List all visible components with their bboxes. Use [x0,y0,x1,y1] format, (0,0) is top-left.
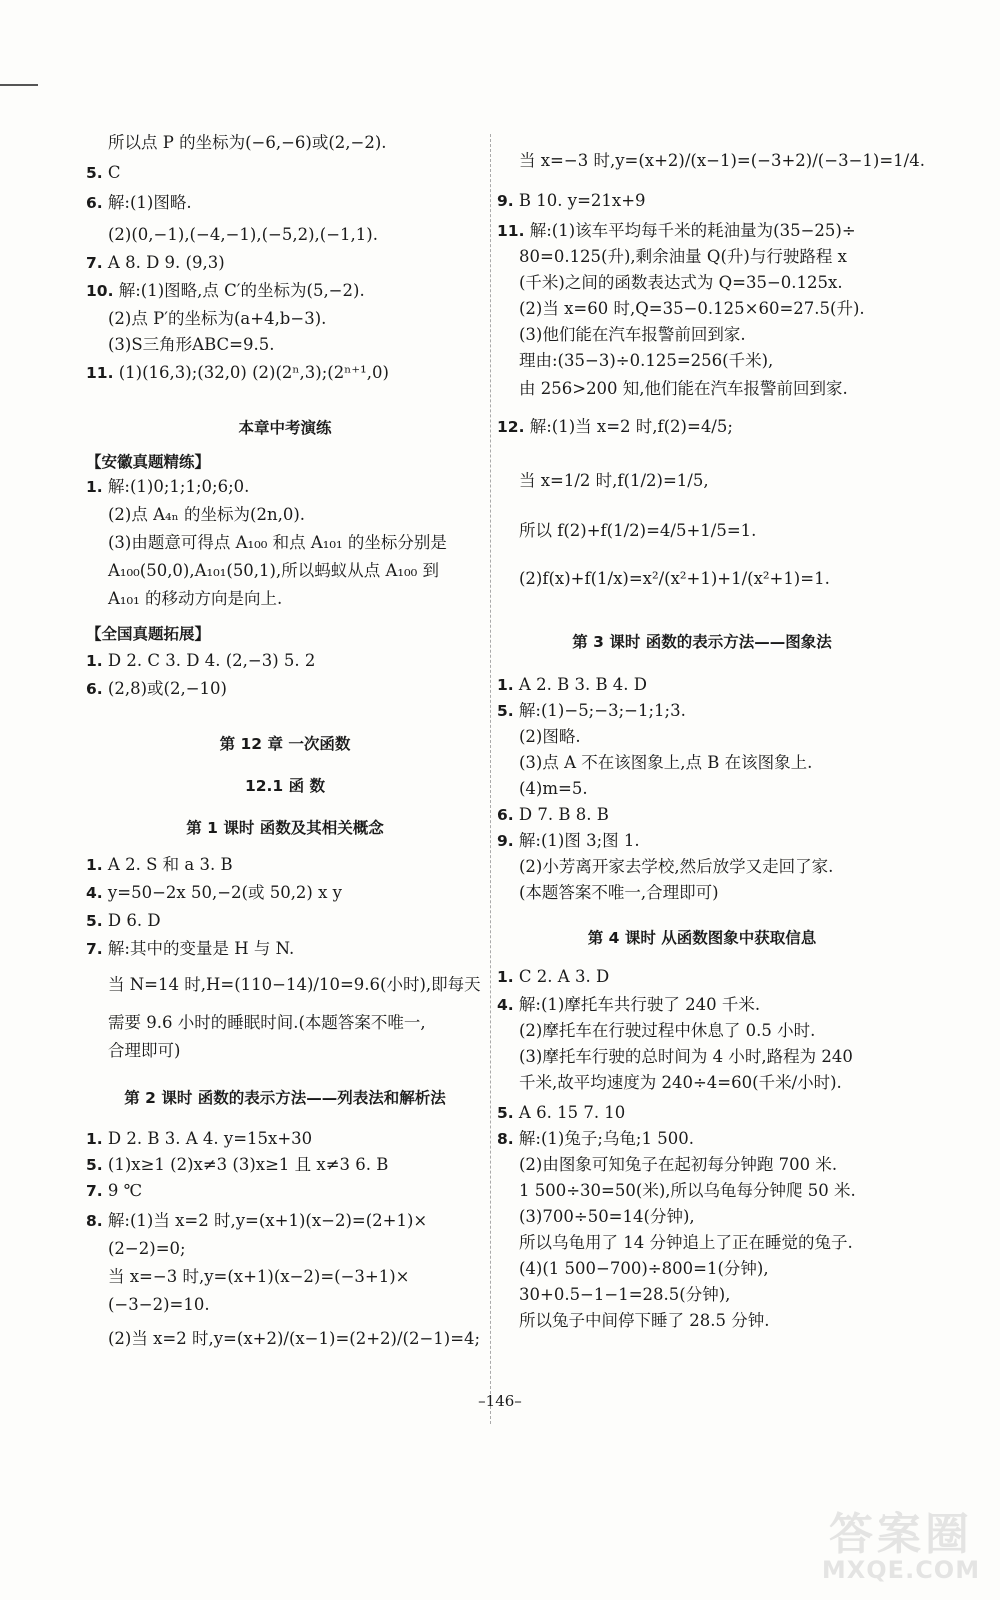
item-number: 5. [497,702,514,720]
section-heading: 第 1 课时 函数及其相关概念 [186,819,384,837]
item-text: (2)当 x=2 时,y=(x+2)/(x−1)=(2+2)/(2−1)=4; [108,1329,481,1348]
column-divider [490,134,491,1424]
item-text: 解:(1)当 x=2 时,f(2)=4/5; [524,417,733,436]
item-number: 1. [86,1130,103,1148]
answer-line [519,882,719,904]
item-text: 当 x=1/2 时,f(1/2)=1/5, [519,471,709,490]
item-text: A 2. S 和 a 3. B [102,855,233,874]
item-number: 4. [497,996,514,1014]
answer-line [519,856,833,878]
page-number: –146– [478,1392,522,1410]
answer-item [86,362,389,384]
item-text: (2)(0,−1),(−4,−1),(−5,2),(−1,1). [108,225,378,244]
item-number: 6. [86,194,103,212]
item-text: 9 ℃ [102,1181,143,1200]
watermark-logo [812,1498,990,1594]
item-text: (2−2)=0; [108,1239,186,1258]
answer-line [519,726,581,748]
item-text: (千米)之间的函数表达式为 Q=35−0.125x. [519,273,843,292]
section-subheading: 【全国真题拓展】 [86,625,211,643]
item-number: 1. [86,478,103,496]
item-text: 80=0.125(升),剩余油量 Q(升)与行驶路程 x [519,247,847,266]
item-number: 11. [86,364,114,382]
answer-item [497,1128,694,1150]
item-text: 解:(1)该车平均每千米的耗油量为(35−25)÷ [524,221,856,240]
answer-item [86,1128,312,1150]
item-text: 解:(1)摩托车共行驶了 240 千米. [513,995,761,1014]
watermark-text: 答案圈 [829,1509,973,1560]
item-text: 所以乌龟用了 14 分钟追上了正在睡觉的兔子. [519,1233,853,1252]
item-text: 所以兔子中间停下睡了 28.5 分钟. [519,1311,770,1330]
item-text: (2)小芳离开家去学校,然后放学又走回了家. [519,857,834,876]
item-text: 当 N=14 时,H=(110−14)/10=9.6(小时),即每天 [108,975,481,994]
answer-item [497,674,647,696]
item-text: (3)点 A 不在该图象上,点 B 在该图象上. [519,753,813,772]
answer-line [519,150,925,172]
answer-line [519,1232,853,1254]
item-number: 9. [497,832,514,850]
item-number: 8. [497,1130,514,1148]
item-text: (2,8)或(2,−10) [102,679,227,698]
item-number: 5. [497,1104,514,1122]
answer-line [519,1154,837,1176]
item-text: 当 x=−3 时,y=(x+2)/(x−1)=(−3+2)/(−3−1)=1/4. [519,151,925,170]
answer-item [497,416,733,438]
item-number: 9. [497,192,514,210]
answer-line [519,246,847,268]
answer-line [519,324,746,346]
section-heading: 第 3 课时 函数的表示方法——图象法 [572,633,832,651]
item-text: 需要 9.6 小时的睡眠时间.(本题答案不唯一, [108,1013,426,1032]
answer-item [86,1210,427,1232]
answer-line [519,350,773,372]
item-number: 6. [497,806,514,824]
item-text: D 2. B 3. A 4. y=15x+30 [102,1129,313,1148]
item-number: 7. [86,940,103,958]
item-text: (4)m=5. [519,779,588,798]
answer-line [108,974,481,996]
answer-item [497,190,646,212]
answer-line [519,1072,842,1094]
answer-item [497,804,609,826]
item-text: (2)点 P′的坐标为(a+4,b−3). [108,309,327,328]
item-number: 1. [86,856,103,874]
watermark-url: MXQE.COM [821,1556,981,1584]
item-text: A 2. B 3. B 4. D [513,675,648,694]
item-text: 由 256>200 知,他们能在汽车报警前回到家. [519,379,848,398]
item-text: 解:(1)−5;−3;−1;1;3. [513,701,686,720]
item-number: 12. [497,418,525,436]
section-heading: 本章中考演练 [238,419,332,437]
item-number: 1. [497,676,514,694]
item-text: D 7. B 8. B [513,805,609,824]
section-heading: 12.1 函 数 [244,777,326,795]
item-text: 解:(1)图略,点 C′的坐标为(5,−2). [113,281,365,300]
answer-line [519,568,830,590]
answer-item [497,1102,625,1124]
item-text: C 2. A 3. D [513,967,610,986]
answer-line [519,1206,695,1228]
answer-item [497,830,640,852]
answer-line [519,1020,815,1042]
answer-item [86,854,233,876]
answer-line [108,1012,426,1034]
section-heading: 第 2 课时 函数的表示方法——列表法和解析法 [124,1089,446,1107]
answer-line [519,520,756,542]
answer-line [108,1328,480,1350]
answer-item [86,678,227,700]
answer-line [108,560,439,582]
item-text: 解:(1)0;1;1;0;6;0. [102,477,250,496]
corner-mark [0,84,38,86]
section-heading: 第 12 章 一次函数 [219,735,351,753]
item-text: (本题答案不唯一,合理即可) [519,883,719,902]
answer-item [86,162,121,184]
answer-line [519,778,588,800]
answer-line [108,1040,180,1062]
answer-item [86,252,225,274]
item-text: A 8. D 9. (9,3) [102,253,225,272]
answer-line [519,1180,856,1202]
answer-item [497,220,856,242]
item-number: 7. [86,254,103,272]
item-text: (2)图略. [519,727,581,746]
item-text: (2)摩托车在行驶过程中休息了 0.5 小时. [519,1021,816,1040]
answer-item [86,882,342,904]
answer-item [497,966,609,988]
item-text: (4)(1 500−700)÷800=1(分钟), [519,1259,769,1278]
answer-item [86,650,315,672]
item-text: (3)S三角形ABC=9.5. [108,335,275,354]
item-text: (2)点 A₄ₙ 的坐标为(2n,0). [108,505,306,524]
item-text: 当 x=−3 时,y=(x+1)(x−2)=(−3+1)× [108,1267,410,1286]
answer-item [86,192,192,214]
item-text: (3)700÷50=14(分钟), [519,1207,695,1226]
item-text: C [102,163,121,182]
item-text: 合理即可) [108,1041,181,1060]
answer-line [108,224,378,246]
item-text: (−3−2)=10. [108,1295,210,1314]
item-text: 解:(1)图略. [102,193,192,212]
answer-item [86,938,294,960]
answer-item [86,910,161,932]
item-text: B 10. y=21x+9 [513,191,646,210]
item-text: (3)他们能在汽车报警前回到家. [519,325,746,344]
item-text: (2)当 x=60 时,Q=35−0.125×60=27.5(升). [519,299,865,318]
item-text: A₁₀₀(50,0),A₁₀₁(50,1),所以蚂蚁从点 A₁₀₀ 到 [108,561,439,580]
item-text: D 6. D [102,911,161,930]
answer-line [519,752,812,774]
item-number: 4. [86,884,103,902]
answer-line [108,132,387,154]
item-text: A₁₀₁ 的移动方向是向上. [108,589,283,608]
section-subheading: 【安徽真题精练】 [86,453,211,471]
answer-line [108,504,305,526]
answer-line [108,1266,410,1288]
item-text: (3)由题意可得点 A₁₀₀ 和点 A₁₀₁ 的坐标分别是 [108,533,447,552]
answer-line [519,272,843,294]
item-number: 1. [497,968,514,986]
answer-item [497,994,760,1016]
item-number: 5. [86,1156,103,1174]
item-text: 理由:(35−3)÷0.125=256(千米), [519,351,774,370]
item-text: 解:(1)兔子;乌龟;1 500. [513,1129,694,1148]
answer-line [108,588,282,610]
answer-item [497,700,686,722]
answer-line [108,308,326,330]
answer-line [108,1238,186,1260]
item-number: 10. [86,282,114,300]
item-number: 5. [86,912,103,930]
item-text: (1)x≥1 (2)x≠3 (3)x≥1 且 x≠3 6. B [102,1155,389,1174]
answer-line [519,298,865,320]
answer-line [519,1310,769,1332]
item-text: (2)f(x)+f(1/x)=x²/(x²+1)+1/(x²+1)=1. [519,569,830,588]
item-text: 解:(1)图 3;图 1. [513,831,640,850]
item-text: 所以 f(2)+f(1/2)=4/5+1/5=1. [519,521,757,540]
item-text: (2)由图象可知兔子在起初每分钟跑 700 米. [519,1155,838,1174]
item-text: (3)摩托车行驶的总时间为 4 小时,路程为 240 [519,1047,853,1066]
item-text: 解:其中的变量是 H 与 N. [102,939,295,958]
answer-line [519,1258,769,1280]
answer-line [108,1294,210,1316]
item-number: 8. [86,1212,103,1230]
item-number: 1. [86,652,103,670]
item-text: 所以点 P 的坐标为(−6,−6)或(2,−2). [108,133,387,152]
answer-item [86,476,249,498]
section-heading: 第 4 课时 从函数图象中获取信息 [587,929,817,947]
item-number: 11. [497,222,525,240]
item-text: y=50−2x 50,−2(或 50,2) x y [102,883,342,902]
answer-line [519,470,709,492]
item-number: 5. [86,164,103,182]
item-text: 1 500÷30=50(米),所以乌龟每分钟爬 50 米. [519,1181,856,1200]
answer-item [86,280,365,302]
answer-item [86,1154,388,1176]
item-number: 6. [86,680,103,698]
answer-line [519,1284,730,1306]
item-text: (1)(16,3);(32,0) (2)(2ⁿ,3);(2ⁿ⁺¹,0) [113,363,389,382]
answer-line [108,532,447,554]
answer-item [86,1180,142,1202]
item-text: 解:(1)当 x=2 时,y=(x+1)(x−2)=(2+1)× [102,1211,428,1230]
item-number: 7. [86,1182,103,1200]
item-text: 千米,故平均速度为 240÷4=60(千米/小时). [519,1073,842,1092]
answer-line [519,1046,853,1068]
answer-line [519,378,848,400]
item-text: 30+0.5−1−1=28.5(分钟), [519,1285,731,1304]
item-text: A 6. 15 7. 10 [513,1103,626,1122]
item-text: D 2. C 3. D 4. (2,−3) 5. 2 [102,651,316,670]
answer-line [108,334,274,356]
